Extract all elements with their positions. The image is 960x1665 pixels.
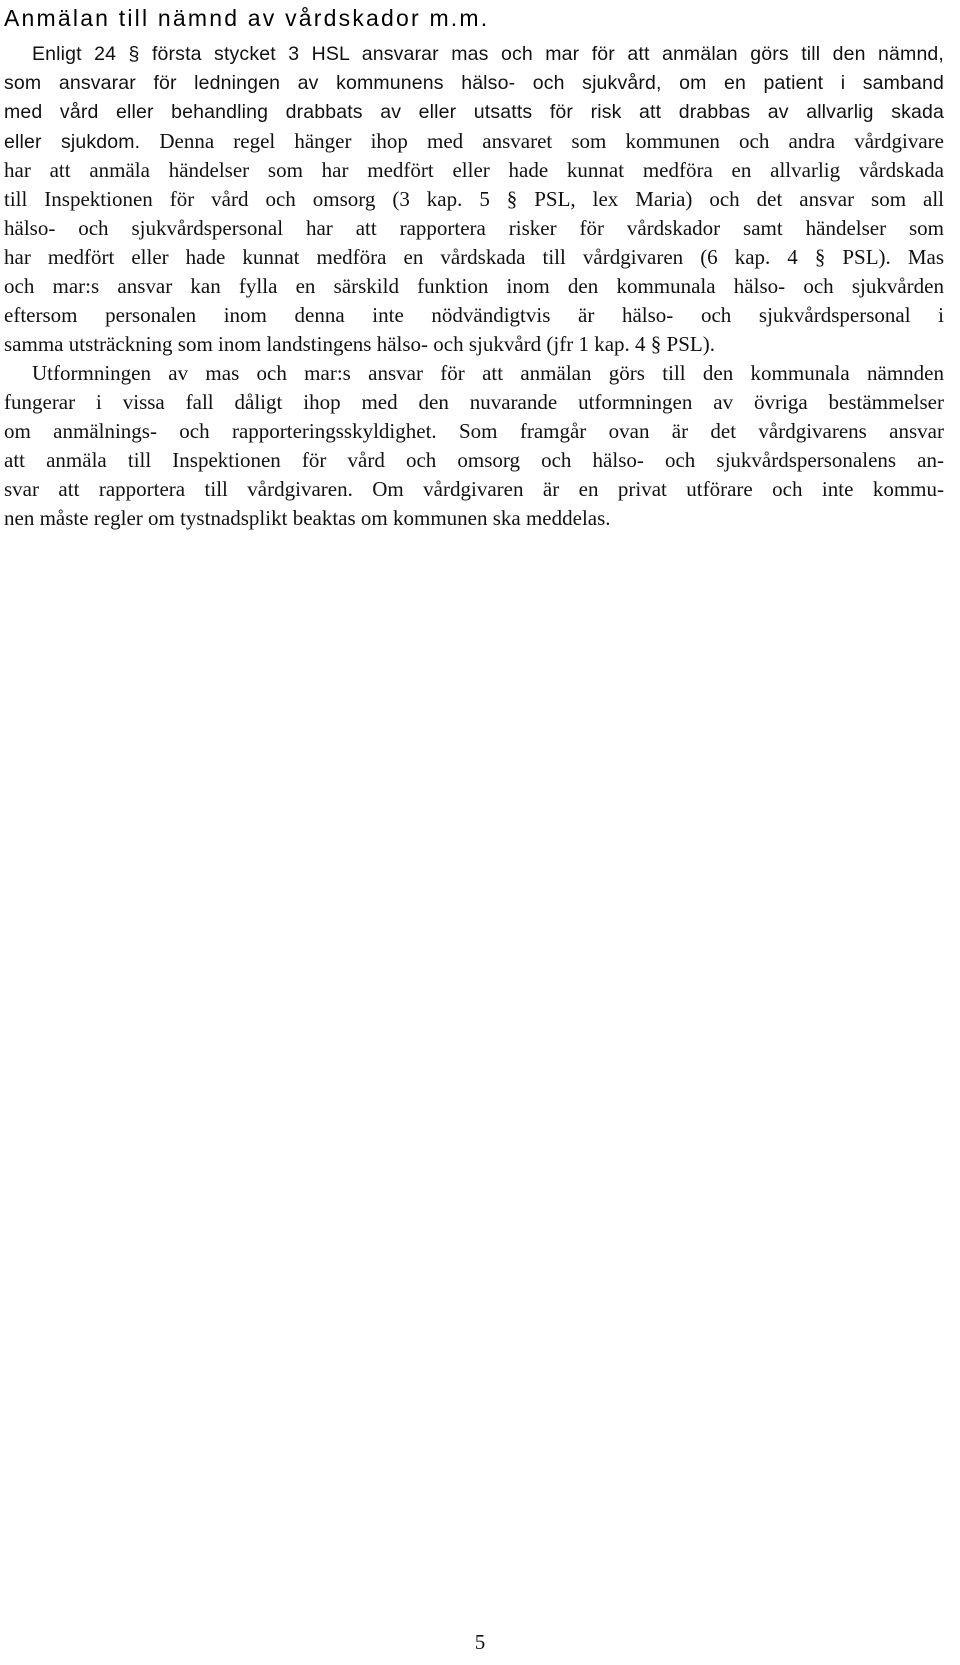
text-line: eller sjukdom. Denna regel hänger ihop med ansvaret som kommunen och andra vårdgivare bbox=[4, 129, 944, 153]
text-line: har medfört eller hade kunnat medföra en vårdskada till vårdgivaren (6 kap. 4 § PSL). Mas bbox=[4, 245, 944, 269]
text-line: att anmäla till Inspektionen för vård och omsorg och hälso- och sjukvårdspersonalens an- bbox=[4, 448, 944, 472]
body-text bbox=[4, 40, 944, 533]
text-line: Enligt 24 § första stycket 3 HSL ansvarar mas och mar för att anmälan görs till den nämnd, bbox=[32, 43, 944, 65]
text-line: som ansvarar för ledningen av kommunens hälso- och sjukvård, om en patient i samband bbox=[4, 72, 944, 94]
section-heading: Anmälan till nämnd av vårdskador m.m. bbox=[4, 5, 490, 31]
page-number: 5 bbox=[474, 1630, 486, 1654]
text-line: nen måste regler om tystnadsplikt beaktas om kommunen ska meddelas. bbox=[4, 506, 611, 530]
text-line: svar att rapportera till vårdgivaren. Om vårdgivaren är en privat utförare och inte kommu- bbox=[4, 477, 944, 501]
text-line: hälso- och sjukvårdspersonal har att rapportera risker för vårdskador samt händelser som bbox=[4, 216, 944, 240]
text-line: samma utsträckning som inom landstingens hälso- och sjukvård (jfr 1 kap. 4 § PSL). bbox=[4, 332, 715, 356]
text-line: om anmälnings- och rapporteringsskyldighet. Som framgår ovan är det vårdgivarens ansvar bbox=[4, 419, 944, 443]
text-line: eftersom personalen inom denna inte nödvändigtvis är hälso- och sjukvårdspersonal i bbox=[4, 303, 944, 327]
text-line: med vård eller behandling drabbats av eller utsatts för risk att drabbas av allvarlig skada bbox=[4, 101, 944, 123]
text-line: och mar:s ansvar kan fylla en särskild funktion inom den kommunala hälso- och sjukvården bbox=[4, 274, 944, 298]
text-line: fungerar i vissa fall dåligt ihop med den nuvarande utformningen av övriga bestämmelser bbox=[4, 390, 944, 414]
text-line: har att anmäla händelser som har medfört eller hade kunnat medföra en allvarlig vårdskada bbox=[4, 158, 944, 182]
text-line: Utformningen av mas och mar:s ansvar för att anmälan görs till den kommunala nämnden bbox=[32, 361, 944, 385]
text-line: till Inspektionen för vård och omsorg (3 kap. 5 § PSL, lex Maria) och det ansvar som all bbox=[4, 187, 944, 211]
